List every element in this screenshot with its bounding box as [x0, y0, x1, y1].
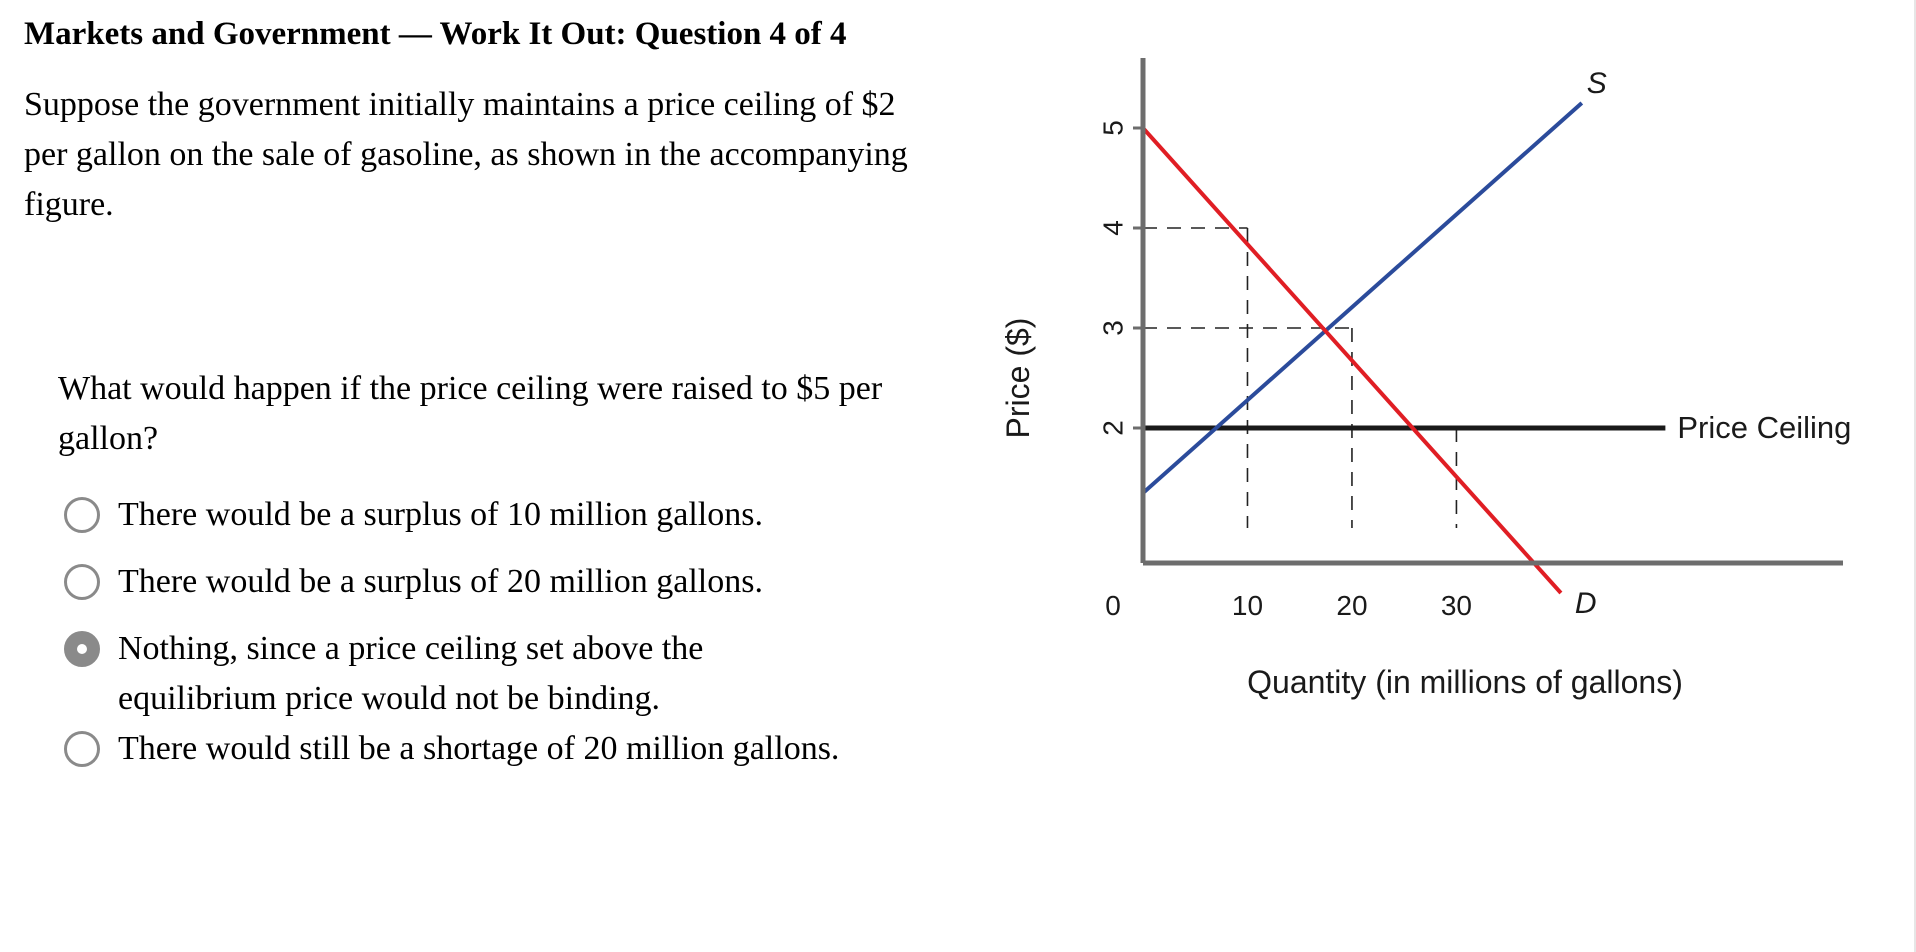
answer-option-3-label: Nothing, since a price ceiling set above the equilibrium price would not be binding. — [118, 630, 704, 717]
x-tick-label-30: 30 — [1440, 590, 1473, 621]
x-tick-label-0: 0 — [1105, 590, 1121, 621]
y-axis-label: Price ($) — [1000, 317, 1036, 439]
answer-option-4-label: There would still be a shortage of 20 million gallons. — [118, 730, 840, 767]
answer-option-2-label: There would be a surplus of 20 million gallons. — [118, 563, 763, 600]
radio-button-2[interactable] — [64, 564, 100, 600]
answer-option-1-label: There would be a surplus of 10 million gallons. — [118, 496, 763, 533]
supply-demand-chart — [980, 40, 1880, 720]
chart-svg — [980, 40, 1880, 720]
radio-button-4[interactable] — [64, 731, 100, 767]
answer-option-1[interactable] — [58, 490, 938, 540]
x-axis-label: Quantity (in millions of gallons) — [1247, 664, 1683, 700]
supply-curve — [1143, 103, 1582, 493]
y-tick-label-3: 3 — [1097, 320, 1129, 336]
x-tick-label-10: 10 — [1231, 590, 1264, 621]
answer-option-3[interactable] — [58, 624, 938, 724]
y-tick-label-4: 4 — [1097, 220, 1129, 236]
price-ceiling-label: Price Ceiling — [1677, 410, 1852, 445]
x-tick-label-20: 20 — [1336, 590, 1368, 621]
y-tick-label-5: 5 — [1097, 120, 1129, 136]
answer-option-2[interactable] — [58, 557, 938, 607]
radio-button-3-selected[interactable] — [64, 631, 100, 667]
question-prompt: What would happen if the price ceiling were raised to $5 per gallon? — [58, 370, 883, 457]
answer-option-4[interactable] — [58, 724, 938, 774]
page-title: Markets and Government — Work It Out: Question 4 of 4 — [24, 16, 847, 52]
radio-button-1[interactable] — [64, 497, 100, 533]
y-tick-label-2: 2 — [1097, 420, 1129, 436]
question-intro-text: Suppose the government initially maintains a price ceiling of $2 per gallon on the sale of gasoline, as shown in the accompanying figure. — [24, 86, 908, 223]
supply-label: S — [1586, 67, 1607, 100]
demand-label: D — [1574, 587, 1597, 620]
answer-options — [58, 490, 938, 774]
